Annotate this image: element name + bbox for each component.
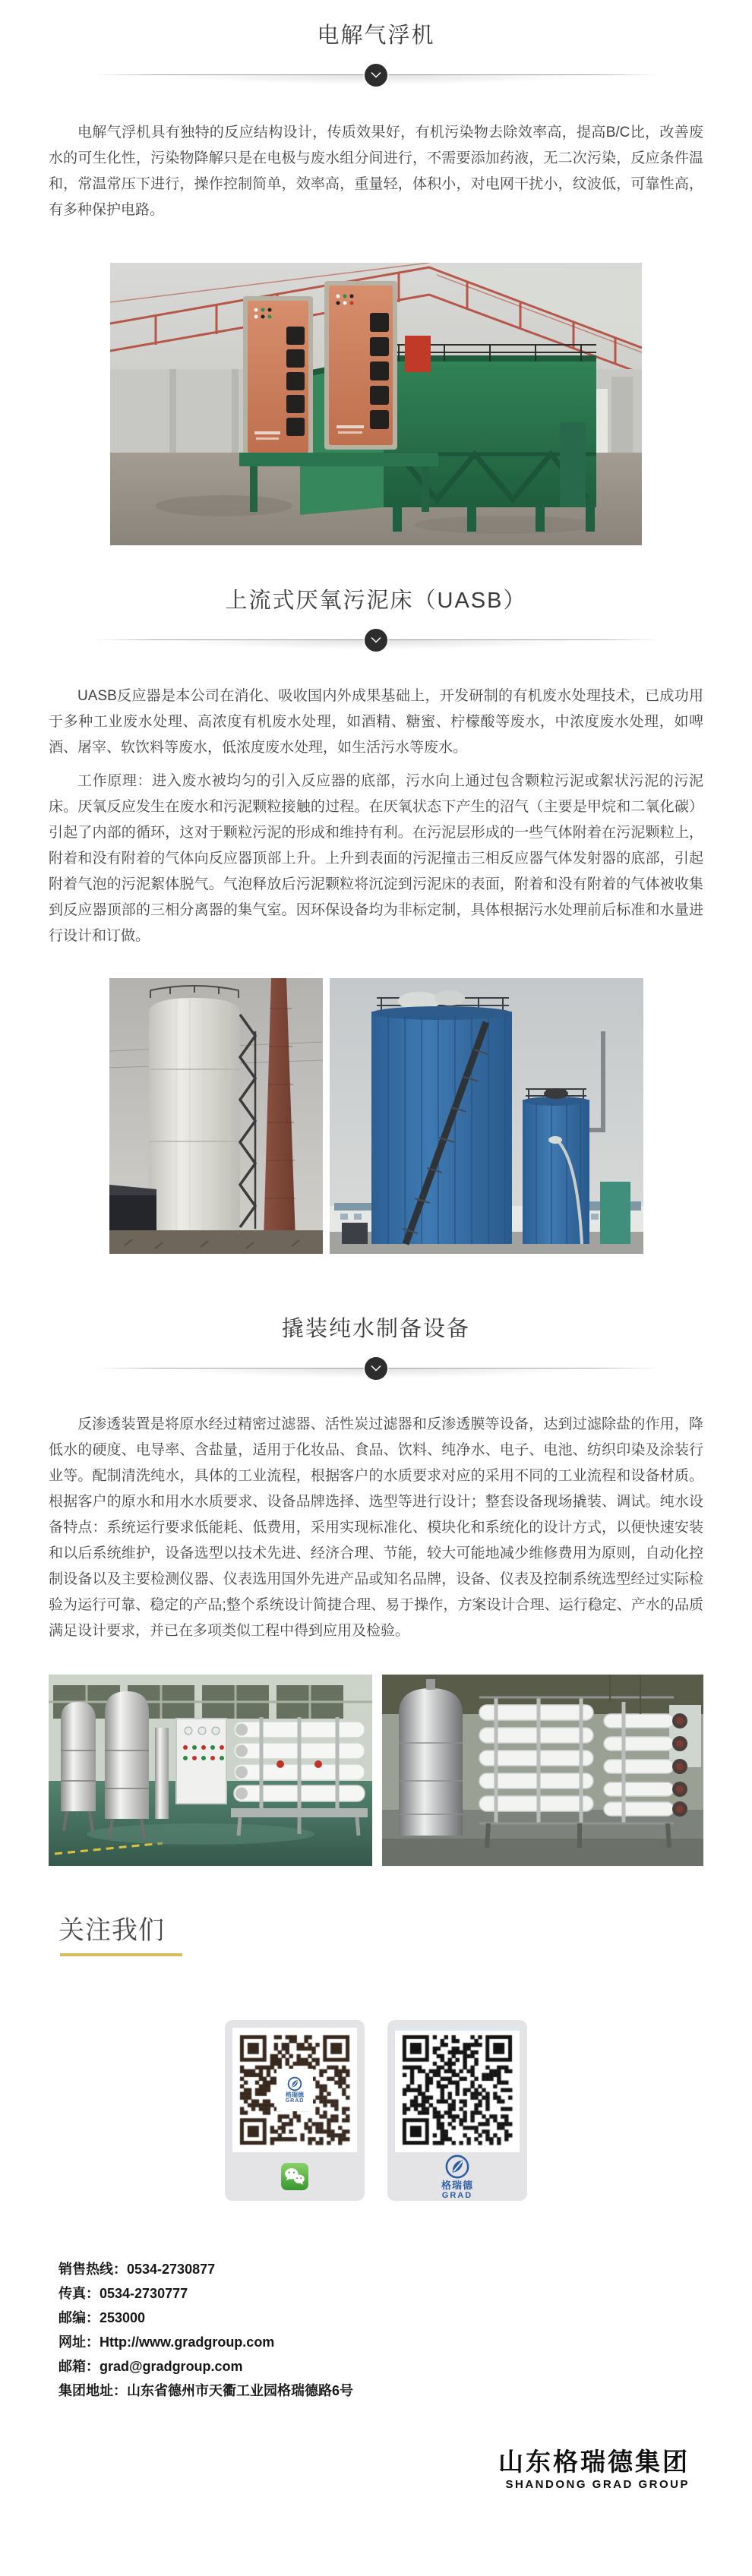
section-uasb (0, 545, 752, 1254)
qr-card-grad (387, 2020, 527, 2201)
paragraph: 电解气浮机具有独特的反应结构设计，传质效果好，有机污染物去除效率高，提高B/C比，改善废水的可生化性，污染物降解只是在电极与废水组分间进行，不需要添加药液，无二次污染，反应条件温和，常温常压下进行，操作控制简单，效率高，重量轻，体积小，对电网干扰小，纹波低，可靠性高，有多种保护电路。 (49, 125, 703, 218)
contact-line-fax: 传真：0534-2730777 (58, 2286, 188, 2301)
paragraph: UASB反应器是本公司在消化、吸收国内外成果基础上，开发研制的有机废水处理技术，已成功用于多种工业废水处理、高浓度有机废水处理，如酒精、糖蜜、柠檬酸等废水，中浓度废水处理，如啤酒、屠宰、软饮料等废水，低浓度废水处理，如生活污水等废水。 (49, 688, 703, 756)
grad-emblem-icon (444, 2154, 470, 2180)
contact-line-email: 邮箱：grad@gradgroup.com (58, 2359, 243, 2374)
contact-line-zip: 邮编：253000 (58, 2310, 146, 2325)
chevron-down-icon (365, 1357, 387, 1380)
section-flotation (0, 0, 752, 545)
section-divider (93, 629, 659, 652)
paragraph: 工作原理：进入废水被均匀的引入反应器的底部，污水向上通过包含颗粒污泥或絮状污泥的污泥床。厌氧反应发生在废水和污泥颗粒接触的过程。在厌氧状态下产生的沼气（主要是甲烷和二氧化碳）引起了内部的循环，这对于颗粒污泥的形成和维持有利。在污泥层形成的一些气体附着在污泥颗粒上，附着和没有附着的气体向反应器顶部上升。上升到表面的污泥撞击三相反应器气体发射器的底部，引起附着气泡的污泥絮体脱气。气泡释放后污泥颗粒将沉淀到污泥床的表面，附着和没有附着的气体被收集到反应器顶部的三相分离器的集气室。因环保设备均为非标定制，具体根据污水处理前后标准和水量进行设计和订做。 (49, 773, 703, 944)
grad-logo-small: 格瑞德 GRAD (276, 2069, 313, 2111)
contact-line-hotline: 销售热线：0534-2730877 (58, 2262, 216, 2277)
section-purewater (0, 1254, 752, 1866)
paragraph: 反渗透装置是将原水经过精密过滤器、活性炭过滤器和反渗透膜等设备，达到过滤除盐的作用，降低水的硬度、电导率、含盐量，适用于化妆品、食品、饮料、纯净水、电子、电池、纺织印染及涂装行业等。配制清洗纯水，具体的工业流程，根据客户的水质要求对应的采用不同的工业流程和设备材质。根据客户的原水和用水水质要求、设备品牌选择、选型等进行设计；整套设备现场撬装、调试。纯水设备特点：系统运行要求低能耗、低费用，采用实现标准化、模块化和系统化的设计方式，以便快速安装和以后系统维护，设备选型以技术先进、经济合理、节能，较大可能地减少维修费用为原则，自动化控制设备以及主要检测仪器、仪表选用国外先进产品或知名品牌，设备、仪表及控制系统选型经过实际检验为运行可靠、稳定的产品;整个系统设计简捷合理、易于操作，方案设计合理、运行稳定、产水的品质满足设计要求，并已在多项类似工程中得到应用及检验。 (49, 1416, 703, 1639)
qr-card-wechat (225, 2020, 365, 2201)
section-divider (93, 64, 659, 87)
section-contact (0, 2257, 752, 2492)
company-logo (0, 2448, 690, 2492)
chevron-down-icon (365, 629, 387, 652)
section-divider (93, 1357, 659, 1380)
follow-heading: 关注我们 (58, 1916, 165, 1945)
photo-row (49, 1675, 703, 1866)
photo-ro-skid-left (49, 1675, 372, 1866)
contact-line-address: 集团地址：山东省德州市天衢工业园格瑞德路6号 (58, 2383, 354, 2398)
grad-qr-code (395, 2028, 520, 2152)
section-title: 撬装纯水制备设备 (281, 1317, 470, 1341)
photo-flotation-machine (110, 263, 642, 545)
company-logo-en: SHANDONG GRAD GROUP (505, 2478, 690, 2491)
wechat-icon (280, 2162, 309, 2191)
section-follow (0, 1915, 752, 2201)
qr-row (0, 2020, 752, 2201)
photo-row (109, 978, 643, 1254)
photo-uasb-blue-tanks (330, 978, 643, 1254)
heading-underline (60, 1953, 182, 1956)
section-title: 上流式厌氧污泥床（UASB） (225, 589, 527, 613)
contact-line-website: 网址：Http://www.gradgroup.com (58, 2334, 275, 2350)
section-title: 电解气浮机 (317, 24, 435, 48)
photo-uasb-tower (109, 978, 323, 1254)
company-logo-cn: 山东格瑞德集团 (498, 2448, 690, 2476)
contact-info (58, 2257, 752, 2403)
grad-emblem-icon (287, 2076, 302, 2091)
grad-logo: 格瑞德 GRAD (387, 2154, 527, 2200)
photo-ro-skid-right (382, 1675, 703, 1866)
chevron-down-icon (365, 64, 387, 87)
wechat-qr-code (232, 2028, 357, 2152)
